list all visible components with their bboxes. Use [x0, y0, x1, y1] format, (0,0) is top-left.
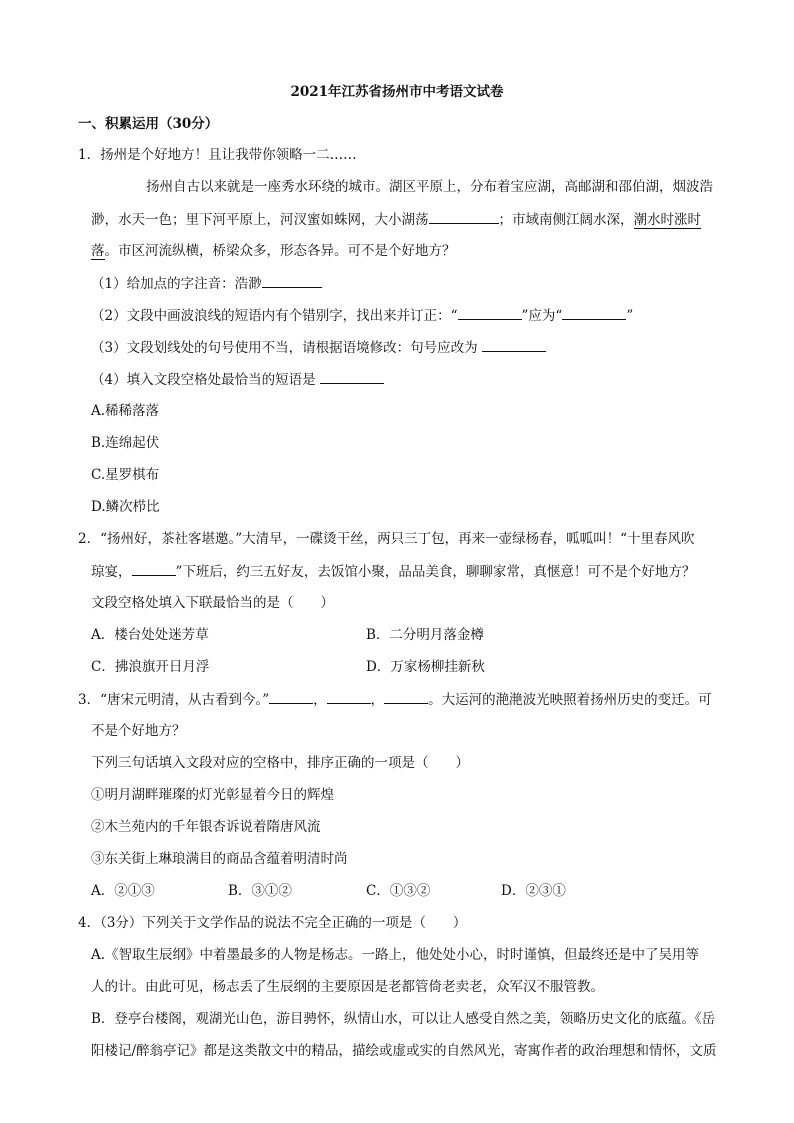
q1-option-a[interactable]: A.稀稀落落: [91, 403, 160, 419]
q1-sub2-text: ”应为“: [521, 308, 563, 324]
q3-item-1: ①明月湖畔璀璨的灯光彰显着今日的辉煌: [91, 787, 334, 803]
q1-sub4: [91, 369, 384, 390]
q2-line2: [91, 561, 695, 582]
q3-line2: 不是个好地方？: [91, 723, 186, 739]
q1-option-b[interactable]: B.连绵起伏: [91, 435, 160, 451]
q1-passage-line3: [91, 241, 456, 261]
q1-sub2: [91, 305, 633, 326]
q1-passage-text: 渺，水天一色；里下河平原上，河汊蜜如蛛网，大小湖荡: [91, 212, 429, 228]
q2-line1: 2．“扬州好，茶社客堪邀。”大清早，一碟烫干丝，两只三丁包，再来一壶绿杨春，呱呱叫！“十里春风吹: [78, 531, 695, 547]
q3-prompt: 下列三句话填入文段对应的空格中，排序正确的一项是（ ）: [91, 755, 469, 771]
exam-title: 2021年江苏省扬州市中考语文试卷: [290, 84, 504, 100]
q2-prompt: 文段空格处填入下联最恰当的是（ ）: [91, 595, 334, 611]
q3-text: 。大运河的滟滟波光映照着扬州历史的变迁。可: [428, 692, 712, 708]
section-heading: 一、积累运用（30分）: [78, 116, 219, 132]
q2-option-d[interactable]: D．万家杨柳挂新秋: [366, 659, 485, 675]
q2-text: 琼宴，: [91, 564, 132, 580]
q1-sub4-text: （4）填入文段空格处最恰当的短语是: [91, 372, 320, 388]
q1-passage-text: 。市区河流纵横，桥梁众多，形态各异。可不是个好地方？: [104, 243, 456, 259]
q1-sub1-text: （1）给加点的字注音：浩渺: [91, 276, 262, 292]
q4-stem: 4．（3分）下列关于文学作品的说法不完全正确的一项是（ ）: [78, 915, 467, 931]
q4-option-a-line2: 人的计。由此可见，杨志丢了生辰纲的主要原因是老都管倚老卖老，众军汉不服管教。: [91, 979, 604, 995]
q4-option-a-line1[interactable]: A.《智取生辰纲》中着墨最多的人物是杨志。一路上，他处处小心，时时谨慎，但最终还是中了吴用等: [91, 947, 700, 963]
q3-option-a[interactable]: A．②①③: [91, 883, 155, 899]
q3-option-d[interactable]: D．②③①: [501, 883, 566, 899]
q1-sub2-text: ”: [626, 308, 634, 324]
answer-blank[interactable]: [269, 689, 313, 704]
answer-blank[interactable]: [482, 337, 546, 352]
q3-option-c[interactable]: C．①③②: [366, 883, 431, 899]
q1-stem: 1．扬州是个好地方！且让我带你领略一二……: [78, 147, 357, 163]
q1-passage-line2: [91, 209, 701, 230]
q4-option-b-line2: 阳楼记/醉翁亭记》都是这类散文中的精品，描绘或虚或实的自然风光，寄寓作者的政治理想和情怀，文质: [91, 1043, 717, 1059]
answer-blank[interactable]: [562, 305, 626, 320]
q3-text: ，: [313, 692, 327, 708]
q1-passage-line1: 扬州自古以来就是一座秀水环绕的城市。湖区平原上，分布着宝应湖，高邮湖和邵伯湖，烟波浩: [146, 179, 713, 195]
q1-sub1: [91, 273, 322, 294]
q1-underlined-phrase: 潮水时涨时: [633, 212, 701, 228]
answer-blank[interactable]: [132, 561, 176, 576]
q2-text: ”下班后，约三五好友，去饭馆小聚，品品美食，聊聊家常，真惬意！可不是个好地方？: [175, 564, 696, 580]
q1-passage-blank: [429, 209, 499, 224]
q1-sub3-text: （3）文段划线处的句号使用不当，请根据语境修改：句号应改为: [91, 340, 482, 356]
q2-option-b[interactable]: B．二分明月落金樽: [366, 627, 484, 643]
q2-option-a[interactable]: A．楼台处处迷芳草: [91, 627, 209, 643]
q3-text: 3．“唐宋元明清，从古看到今。”: [78, 692, 270, 708]
q3-text: ，: [370, 692, 385, 708]
q3-line1: [78, 689, 712, 710]
q1-option-c[interactable]: C.星罗棋布: [91, 467, 160, 483]
q4-option-b-line1[interactable]: B．登亭台楼阁，观湖光山色，游目骋怀，纵情山水，可以让人感受自然之美，领略历史文化的底蕴。《岳: [91, 1011, 716, 1027]
answer-blank[interactable]: [384, 689, 428, 704]
q1-sub2-text: （2）文段中画波浪线的短语内有个错别字，找出来并订正：“: [91, 308, 458, 324]
q1-passage-text: ；市域南侧江阔水深，: [498, 212, 634, 228]
q3-item-2: ②木兰苑内的千年银杏诉说着隋唐风流: [91, 819, 321, 835]
answer-blank[interactable]: [458, 305, 522, 320]
q1-sub3: [91, 337, 546, 358]
q1-underlined-phrase-end: 落: [91, 243, 105, 259]
q3-item-3: ③东关街上琳琅满目的商品含蕴着明清时尚: [91, 851, 348, 867]
answer-blank[interactable]: [327, 689, 371, 704]
q1-option-d[interactable]: D.鳞次栉比: [91, 499, 160, 515]
q3-option-b[interactable]: B．③①②: [228, 883, 292, 899]
answer-blank[interactable]: [320, 369, 384, 384]
q2-option-c[interactable]: C．拂浪旗开日月浮: [91, 659, 210, 675]
answer-blank[interactable]: [262, 273, 322, 288]
